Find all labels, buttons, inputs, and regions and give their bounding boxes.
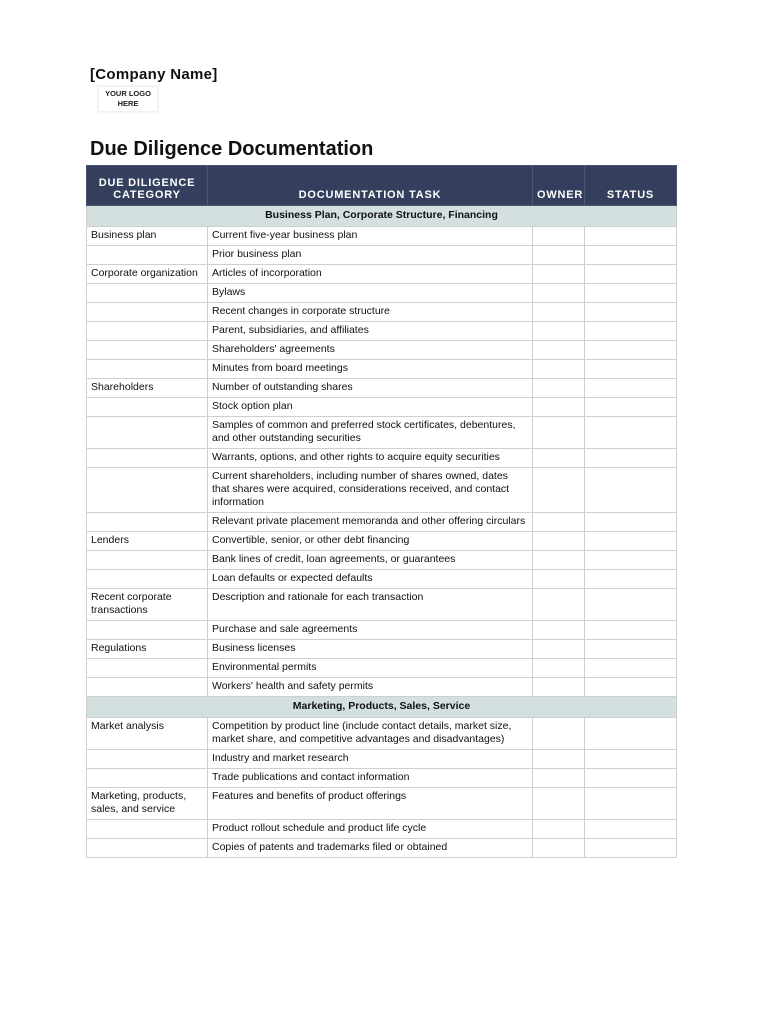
- category-cell: Recent corporate transactions: [87, 589, 208, 621]
- category-cell: Business plan: [87, 227, 208, 246]
- category-cell: [87, 360, 208, 379]
- status-cell[interactable]: [585, 551, 677, 570]
- task-cell: Copies of patents and trademarks filed or obtained: [208, 839, 533, 858]
- status-cell[interactable]: [585, 379, 677, 398]
- table-row: [87, 769, 677, 788]
- owner-cell[interactable]: [533, 468, 585, 513]
- owner-cell[interactable]: [533, 303, 585, 322]
- status-cell[interactable]: [585, 417, 677, 449]
- task-cell: Number of outstanding shares: [208, 379, 533, 398]
- owner-cell[interactable]: [533, 678, 585, 697]
- status-cell[interactable]: [585, 788, 677, 820]
- logo-placeholder: YOUR LOGO HERE: [98, 86, 158, 112]
- table-row: [87, 341, 677, 360]
- status-cell[interactable]: [585, 678, 677, 697]
- category-cell: Shareholders: [87, 379, 208, 398]
- status-cell[interactable]: [585, 303, 677, 322]
- table-row: [87, 640, 677, 659]
- header-task: DOCUMENTATION TASK: [208, 166, 533, 206]
- table-row: [87, 265, 677, 284]
- task-cell: Bylaws: [208, 284, 533, 303]
- owner-cell[interactable]: [533, 788, 585, 820]
- status-cell[interactable]: [585, 398, 677, 417]
- status-cell[interactable]: [585, 589, 677, 621]
- due-diligence-table: [86, 165, 677, 858]
- task-cell: Convertible, senior, or other debt financing: [208, 532, 533, 551]
- category-cell: [87, 468, 208, 513]
- table-row: [87, 532, 677, 551]
- task-cell: Competition by product line (include contact details, market size, market share, and competitive advantages and disadvantages): [208, 718, 533, 750]
- category-cell: Lenders: [87, 532, 208, 551]
- section-heading-row: [87, 697, 677, 718]
- status-cell[interactable]: [585, 621, 677, 640]
- status-cell[interactable]: [585, 227, 677, 246]
- status-cell[interactable]: [585, 640, 677, 659]
- owner-cell[interactable]: [533, 449, 585, 468]
- owner-cell[interactable]: [533, 532, 585, 551]
- task-cell: Articles of incorporation: [208, 265, 533, 284]
- task-cell: Business licenses: [208, 640, 533, 659]
- company-name: [Company Name]: [90, 66, 218, 83]
- owner-cell[interactable]: [533, 360, 585, 379]
- table-row: [87, 449, 677, 468]
- task-cell: Current five-year business plan: [208, 227, 533, 246]
- task-cell: Stock option plan: [208, 398, 533, 417]
- owner-cell[interactable]: [533, 227, 585, 246]
- category-cell: [87, 750, 208, 769]
- table-row: [87, 379, 677, 398]
- category-cell: [87, 341, 208, 360]
- status-cell[interactable]: [585, 839, 677, 858]
- owner-cell[interactable]: [533, 379, 585, 398]
- status-cell[interactable]: [585, 659, 677, 678]
- owner-cell[interactable]: [533, 589, 585, 621]
- status-cell[interactable]: [585, 750, 677, 769]
- table-row: [87, 398, 677, 417]
- category-cell: Corporate organization: [87, 265, 208, 284]
- table-row: [87, 820, 677, 839]
- owner-cell[interactable]: [533, 246, 585, 265]
- task-cell: Shareholders' agreements: [208, 341, 533, 360]
- owner-cell[interactable]: [533, 820, 585, 839]
- table-row: [87, 284, 677, 303]
- task-cell: Workers' health and safety permits: [208, 678, 533, 697]
- table-row: [87, 360, 677, 379]
- task-cell: Relevant private placement memoranda and other offering circulars: [208, 513, 533, 532]
- owner-cell[interactable]: [533, 570, 585, 589]
- table-row: [87, 589, 677, 621]
- category-cell: Regulations: [87, 640, 208, 659]
- task-cell: Parent, subsidiaries, and affiliates: [208, 322, 533, 341]
- table-row: [87, 621, 677, 640]
- table-row: [87, 718, 677, 750]
- owner-cell[interactable]: [533, 839, 585, 858]
- task-cell: Purchase and sale agreements: [208, 621, 533, 640]
- status-cell[interactable]: [585, 284, 677, 303]
- table-row: [87, 513, 677, 532]
- table-row: [87, 839, 677, 858]
- owner-cell[interactable]: [533, 750, 585, 769]
- status-cell[interactable]: [585, 246, 677, 265]
- table-row: [87, 788, 677, 820]
- table-header-row: [87, 166, 677, 206]
- owner-cell[interactable]: [533, 621, 585, 640]
- owner-cell[interactable]: [533, 640, 585, 659]
- owner-cell[interactable]: [533, 265, 585, 284]
- task-cell: Features and benefits of product offerings: [208, 788, 533, 820]
- table-row: [87, 227, 677, 246]
- category-cell: [87, 246, 208, 265]
- category-cell: [87, 820, 208, 839]
- owner-cell[interactable]: [533, 513, 585, 532]
- task-cell: Prior business plan: [208, 246, 533, 265]
- table-row: [87, 246, 677, 265]
- category-cell: [87, 621, 208, 640]
- category-cell: [87, 284, 208, 303]
- table-row: [87, 417, 677, 449]
- task-cell: Loan defaults or expected defaults: [208, 570, 533, 589]
- status-cell[interactable]: [585, 820, 677, 839]
- owner-cell[interactable]: [533, 341, 585, 360]
- task-cell: Industry and market research: [208, 750, 533, 769]
- status-cell[interactable]: [585, 360, 677, 379]
- table-body: [87, 206, 677, 858]
- table-row: [87, 303, 677, 322]
- page-title: Due Diligence Documentation: [90, 138, 374, 160]
- task-cell: Current shareholders, including number of shares owned, dates that shares were acquired, considerations received, and contact information: [208, 468, 533, 513]
- task-cell: Bank lines of credit, loan agreements, or guarantees: [208, 551, 533, 570]
- category-cell: [87, 678, 208, 697]
- task-cell: Recent changes in corporate structure: [208, 303, 533, 322]
- category-cell: [87, 417, 208, 449]
- table-row: [87, 322, 677, 341]
- status-cell[interactable]: [585, 322, 677, 341]
- header-owner: OWNER: [533, 166, 585, 206]
- category-cell: [87, 659, 208, 678]
- owner-cell[interactable]: [533, 718, 585, 750]
- task-cell: Samples of common and preferred stock certificates, debentures, and other outstanding securities: [208, 417, 533, 449]
- task-cell: Product rollout schedule and product life cycle: [208, 820, 533, 839]
- status-cell[interactable]: [585, 718, 677, 750]
- category-cell: Marketing, products, sales, and service: [87, 788, 208, 820]
- status-cell[interactable]: [585, 341, 677, 360]
- category-cell: [87, 839, 208, 858]
- status-cell[interactable]: [585, 513, 677, 532]
- status-cell[interactable]: [585, 449, 677, 468]
- category-cell: [87, 551, 208, 570]
- category-cell: [87, 769, 208, 788]
- status-cell[interactable]: [585, 468, 677, 513]
- task-cell: Trade publications and contact information: [208, 769, 533, 788]
- status-cell[interactable]: [585, 570, 677, 589]
- category-cell: [87, 570, 208, 589]
- section-heading-row: [87, 206, 677, 227]
- section-heading: Marketing, Products, Sales, Service: [87, 697, 677, 718]
- table-row: [87, 468, 677, 513]
- task-cell: Description and rationale for each transaction: [208, 589, 533, 621]
- table-row: [87, 659, 677, 678]
- category-cell: Market analysis: [87, 718, 208, 750]
- owner-cell[interactable]: [533, 769, 585, 788]
- table-row: [87, 678, 677, 697]
- category-cell: [87, 513, 208, 532]
- category-cell: [87, 322, 208, 341]
- task-cell: Minutes from board meetings: [208, 360, 533, 379]
- table-row: [87, 551, 677, 570]
- task-cell: Warrants, options, and other rights to acquire equity securities: [208, 449, 533, 468]
- category-cell: [87, 303, 208, 322]
- table-row: [87, 570, 677, 589]
- owner-cell[interactable]: [533, 659, 585, 678]
- header-category: DUE DILIGENCE CATEGORY: [87, 166, 208, 206]
- header-status: STATUS: [585, 166, 677, 206]
- status-cell[interactable]: [585, 532, 677, 551]
- owner-cell[interactable]: [533, 417, 585, 449]
- table-row: [87, 750, 677, 769]
- owner-cell[interactable]: [533, 398, 585, 417]
- owner-cell[interactable]: [533, 551, 585, 570]
- task-cell: Environmental permits: [208, 659, 533, 678]
- status-cell[interactable]: [585, 265, 677, 284]
- owner-cell[interactable]: [533, 284, 585, 303]
- section-heading: Business Plan, Corporate Structure, Financing: [87, 206, 677, 227]
- status-cell[interactable]: [585, 769, 677, 788]
- category-cell: [87, 449, 208, 468]
- category-cell: [87, 398, 208, 417]
- owner-cell[interactable]: [533, 322, 585, 341]
